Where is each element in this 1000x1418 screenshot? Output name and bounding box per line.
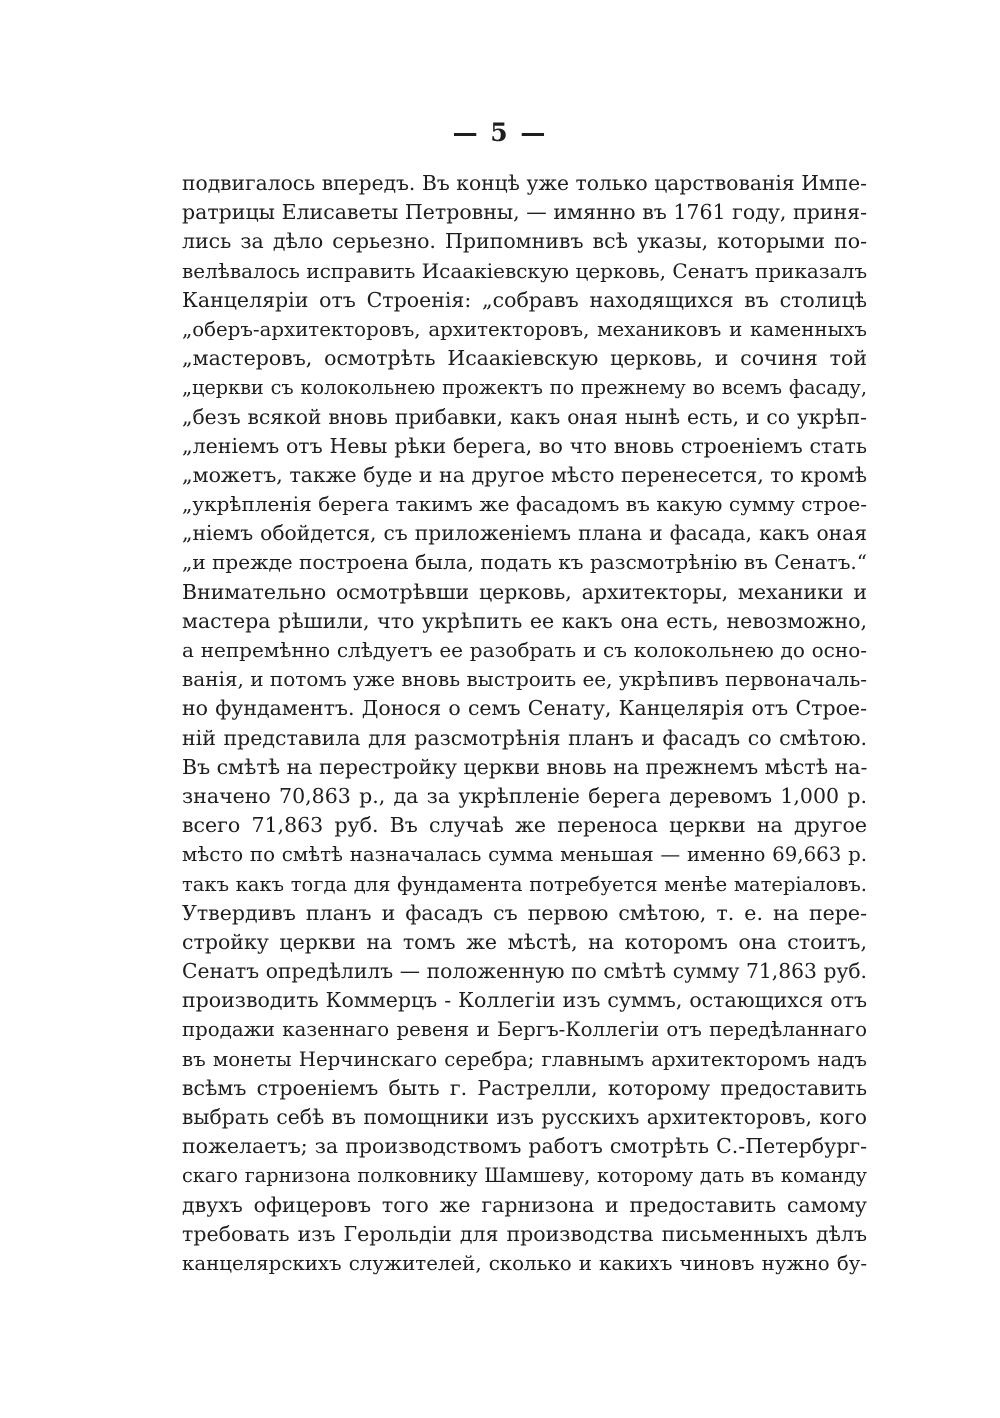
page-number: — 5 — xyxy=(452,118,548,147)
text-line: канцелярскихъ служителей, сколько и какихъ чиновъ нужно бу- xyxy=(182,1251,867,1275)
text-line: ній представила для разсмотрѣнія планъ и фасадъ со смѣтою. xyxy=(182,725,867,750)
text-line: всѣмъ строеніемъ быть г. Растрелли, которому предоставить xyxy=(182,1075,867,1100)
text-line: Сенатъ опредѣлилъ — положенную по смѣтѣ сумму 71,863 руб. xyxy=(182,959,867,984)
text-line: ратрицы Елисаветы Петровны, — имянно въ 1761 году, приня- xyxy=(182,200,867,225)
text-line: требовать изъ Герольдіи для производства письменныхъ дѣлъ xyxy=(182,1221,867,1246)
text-line: „оберъ-архитекторовъ, архитекторовъ, механиковъ и каменныхъ xyxy=(182,317,867,341)
text-line: значено 70,863 р., да за укрѣпленіе берега деревомъ 1,000 р. xyxy=(182,783,867,808)
text-line: „мастеровъ, осмотрѣть Исаакіевскую церковь, и сочиня той xyxy=(182,346,867,371)
text-line: мѣсто по смѣтѣ назначалась сумма меньшая — именно 69,663 р. xyxy=(182,843,867,867)
text-line: производить Коммерцъ - Коллегіи изъ суммъ, остающихся отъ xyxy=(182,988,867,1013)
text-line: „церкви съ колокольнею прожектъ по прежнему во всемъ фасаду, xyxy=(182,376,867,400)
text-line: стройку церкви на томъ же мѣстѣ, на которомъ она стоитъ, xyxy=(182,929,867,954)
text-line: пожелаетъ; за производствомъ работъ смотрѣть С.-Петербург- xyxy=(182,1134,867,1159)
text-line: всего 71,863 руб. Въ случаѣ же переноса церкви на другое xyxy=(182,813,867,838)
text-line: продажи казеннаго ревеня и Бергъ-Коллегіи отъ передѣланнаго xyxy=(182,1018,867,1042)
text-line: „ніемъ обойдется, съ приложеніемъ плана и фасада, какъ оная xyxy=(182,521,867,546)
text-line: такъ какъ тогда для фундамента потребуется менѣе матеріаловъ. xyxy=(182,872,867,896)
text-line: ванія, и потомъ уже вновь выстроить ее, укрѣпивъ первоначаль- xyxy=(182,667,867,692)
text-line: въ монеты Нерчинскаго серебра; главнымъ архитекторомъ надъ xyxy=(182,1047,867,1071)
text-line: „и прежде построена была, подать къ разсмотрѣнію въ Сенатъ.“ xyxy=(182,550,867,575)
text-line: подвигалось впередъ. Въ концѣ уже только царствованія Импе- xyxy=(182,171,867,195)
text-line: Въ смѣтѣ на перестройку церкви вновь на прежнемъ мѣстѣ на- xyxy=(182,754,867,779)
text-line: „укрѣпленія берега такимъ же фасадомъ въ какую сумму строе- xyxy=(182,492,867,517)
text-line: велѣвалось исправить Исаакіевскую церковь, Сенатъ приказалъ xyxy=(182,258,867,283)
text-line: Канцеляріи отъ Строенія: „собравъ находящихся въ столицѣ xyxy=(182,287,867,312)
text-line: „леніемъ отъ Невы рѣки берега, во что вновь строеніемъ стать xyxy=(182,433,867,458)
text-line: скаго гарнизона полковнику Шамшеву, которому дать въ команду xyxy=(182,1164,867,1188)
text-line: двухъ офицеровъ того же гарнизона и предоставить самому xyxy=(182,1192,867,1217)
text-line: „можетъ, также буде и на другое мѣсто перенесется, то кромѣ xyxy=(182,462,867,487)
text-line: а непремѣнно слѣдуетъ ее разобрать и съ колокольнею до осно- xyxy=(182,638,867,662)
body-text xyxy=(182,169,867,1278)
text-line: лись за дѣло серьезно. Припомнивъ всѣ указы, которыми по- xyxy=(182,229,867,254)
text-line: выбрать себѣ въ помощники изъ русскихъ архитекторовъ, кого xyxy=(182,1105,867,1129)
text-line: мастера рѣшили, что укрѣпить ее какъ она есть, невозможно, xyxy=(182,608,867,633)
text-line: Внимательно осмотрѣвши церковь, архитекторы, механики и xyxy=(182,579,867,604)
text-line: Утвердивъ планъ и фасадъ съ первою смѣтою, т. е. на пере- xyxy=(182,900,867,925)
text-line: но фундаментъ. Донося о семъ Сенату, Канцелярія отъ Строе- xyxy=(182,696,867,721)
text-line: „безъ всякой вновь прибавки, какъ оная нынѣ есть, и со укрѣп- xyxy=(182,404,867,429)
